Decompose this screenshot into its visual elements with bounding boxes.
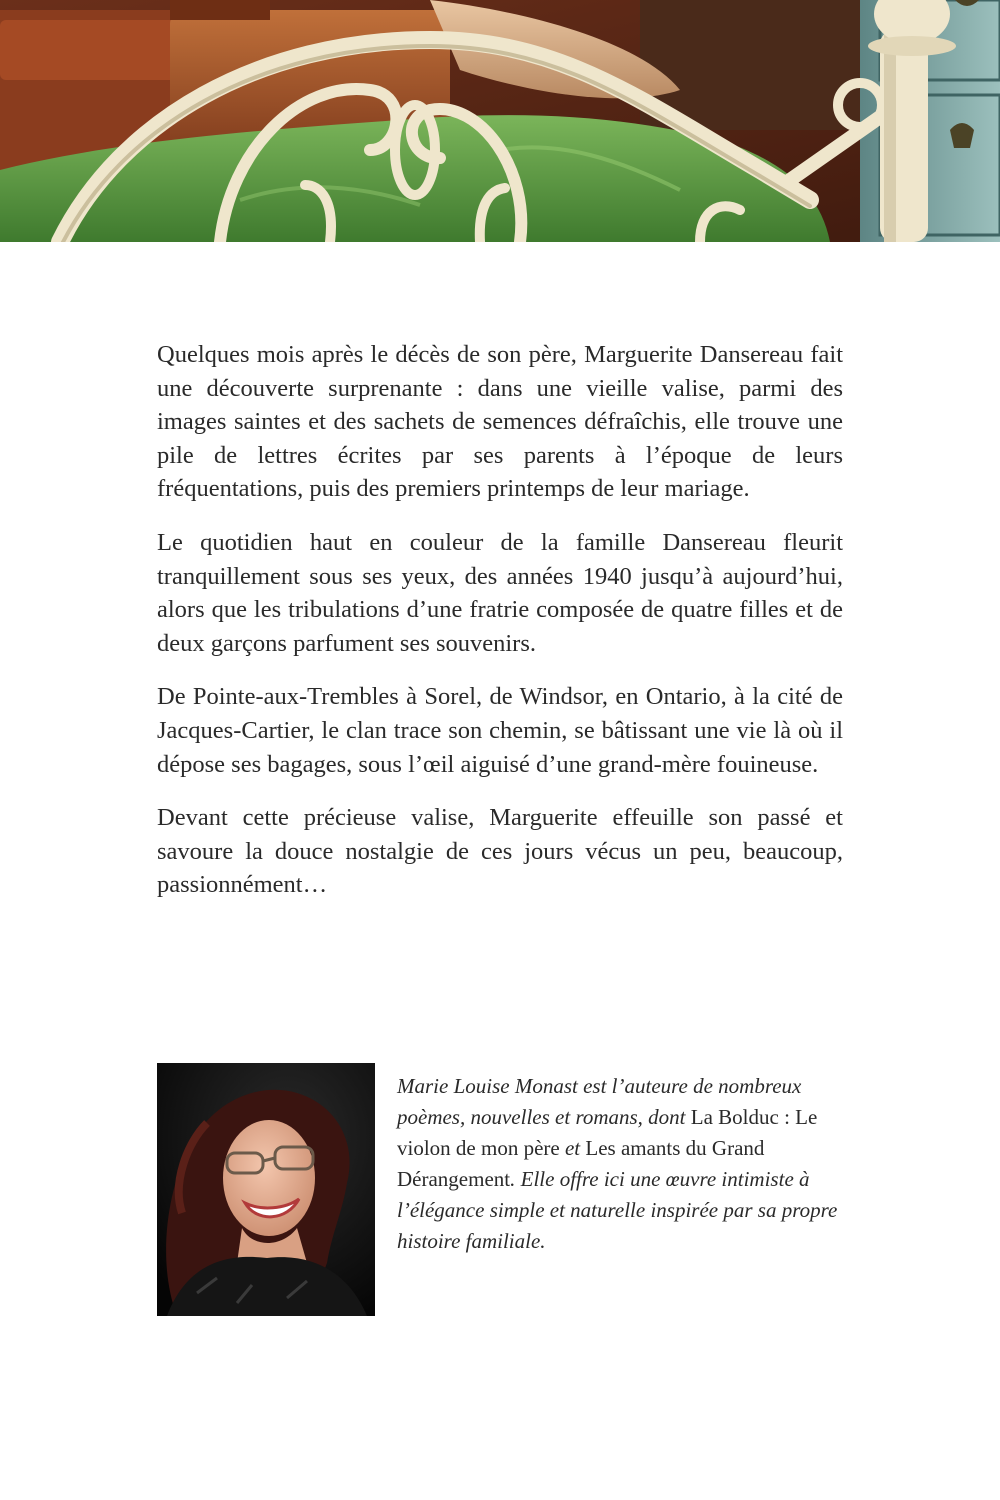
cover-banner-illustration [0, 0, 1000, 242]
author-bio-connector: et [559, 1136, 586, 1160]
blurb-paragraph-4: Devant cette précieuse valise, Marguerite effeuille son passé et savoure la douce nostalgie de ces jours vécus un peu, beaucoup, passionnément… [157, 804, 843, 899]
blurb-paragraph-3: De Pointe-aux-Trembles à Sorel, de Windsor, en Ontario, à la cité de Jacques-Cartier, le clan trace son chemin, se bâtissant une vie là où il dépose ses bagages, sous l’œil aiguisé d’une grand-mère fouineuse. [157, 683, 843, 778]
book-title-les-amants: Les amants du Grand Dérangement [397, 1136, 765, 1191]
author-bio-outro: . Elle offre ici une œuvre intimiste à l’élégance simple et naturelle inspirée par sa propre histoire familiale. [397, 1167, 838, 1253]
author-bio-intro: Marie Louise Monast est l’auteure de nombreux poèmes, nouvelles et romans, dont [397, 1074, 802, 1129]
author-photo [157, 1063, 375, 1316]
book-title-la-bolduc: La Bolduc : Le violon de mon père [397, 1105, 818, 1160]
back-cover-blurb [157, 338, 843, 922]
blurb-paragraph-1: Quelques mois après le décès de son père, Marguerite Dansereau fait une découverte surprenante : dans une vieille valise, parmi des images saintes et des sachets de semences défraîchis, elle trouve une pile de lettres écrites par ses parents à l’époque de leurs fréquentations, puis des premiers printemps de leur mariage. [157, 341, 843, 503]
author-bio [397, 1071, 847, 1257]
blurb-paragraph-2: Le quotidien haut en couleur de la famille Dansereau fleurit tranquillement sous ses yeux, des années 1940 jusqu’à aujourd’hui, alors que les tribulations d’une fratrie composée de quatre filles et de deux garçons parfument ses souvenirs. [157, 528, 843, 657]
